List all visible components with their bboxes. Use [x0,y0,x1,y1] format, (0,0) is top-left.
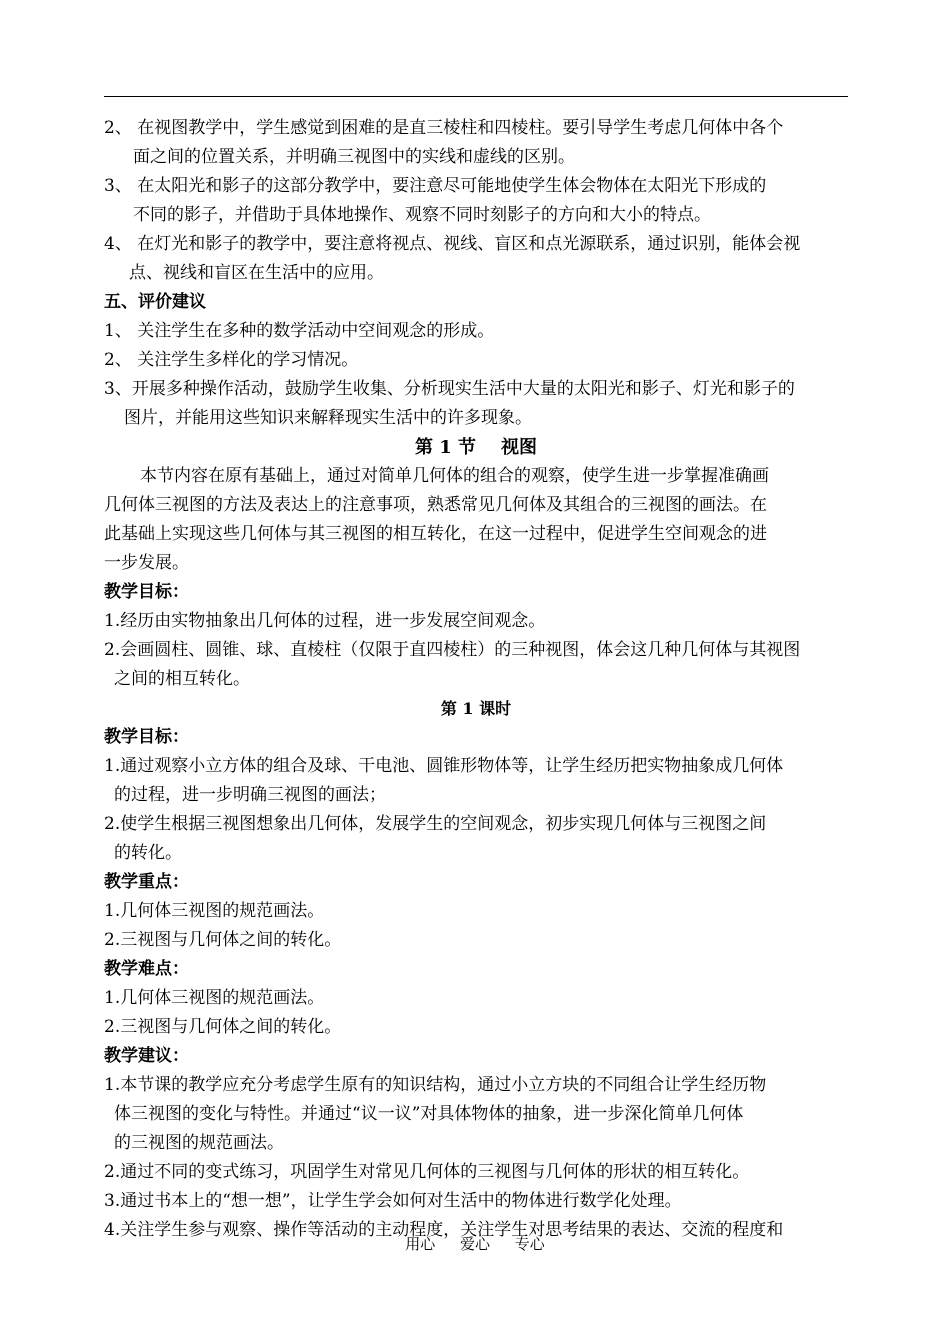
list-item-continuation: 的转化。 [114,843,182,863]
list-item: 1.通过观察小立方体的组合及球、干电池、圆锥形物体等，让学生经历把实物抽象成几何体 [104,756,784,776]
list-item: 2、 关注学生多样化的学习情况。 [104,350,359,370]
page-footer [0,1233,950,1254]
list-item-continuation: 不同的影子，并借助于具体地操作、观察不同时刻影子的方向和大小的特点。 [133,205,711,225]
list-item: 3.通过书本上的“想一想”，让学生学会如何对生活中的物体进行数学化处理。 [104,1191,682,1211]
list-item: 2、 在视图教学中，学生感觉到困难的是直三棱柱和四棱柱。要引导学生考虑几何体中各个 [104,118,784,138]
section-heading: 教学难点： [104,959,189,979]
section-heading: 教学建议： [104,1046,189,1066]
list-item-continuation: 之间的相互转化。 [114,669,250,689]
footer-text: 专心 [514,1235,545,1253]
footer-text: 爱心 [459,1235,490,1253]
list-item-continuation: 的过程，进一步明确三视图的画法； [114,785,386,805]
list-item: 1.经历由实物抽象出几何体的过程，进一步发展空间观念。 [104,611,546,631]
section-heading: 教学重点： [104,872,189,892]
section-heading: 五、评价建议 [104,292,206,312]
section-heading: 教学目标： [104,582,189,602]
list-item: 2.通过不同的变式练习，巩固学生对常见几何体的三视图与几何体的形状的相互转化。 [104,1162,750,1182]
paragraph-line: 此基础上实现这些几何体与其三视图的相互转化，在这一过程中，促进学生空间观念的进 [104,524,767,544]
list-item-continuation: 点、视线和盲区在生活中的应用。 [129,263,384,283]
list-item: 3、开展多种操作活动，鼓励学生收集、分析现实生活中大量的太阳光和影子、灯光和影子的 [104,379,795,399]
paragraph-line: 本节内容在原有基础上，通过对简单几何体的组合的观察，使学生进一步掌握准确画 [140,466,769,486]
list-item: 1.本节课的教学应充分考虑学生原有的知识结构，通过小立方块的不同组合让学生经历物 [104,1075,767,1095]
list-item-continuation: 图片，并能用这些知识来解释现实生活中的许多现象。 [124,408,532,428]
header-rule [104,96,848,97]
list-item: 3、 在太阳光和影子的这部分教学中，要注意尽可能地使学生体会物体在太阳光下形成的 [104,176,767,196]
paragraph-line: 几何体三视图的方法及表达上的注意事项，熟悉常见几何体及其组合的三视图的画法。在 [104,495,767,515]
list-item: 2.会画圆柱、圆锥、球、直棱柱（仅限于直四棱柱）的三种视图，体会这几种几何体与其视图 [104,640,801,660]
list-item: 4、 在灯光和影子的教学中，要注意将视点、视线、盲区和点光源联系，通过识别，能体会视 [104,234,801,254]
list-item: 2.三视图与几何体之间的转化。 [104,930,342,950]
list-item: 1、 关注学生在多种的数学活动中空间观念的形成。 [104,321,495,341]
list-item-continuation: 面之间的位置关系，并明确三视图中的实线和虚线的区别。 [133,147,575,167]
section-heading: 教学目标： [104,727,189,747]
footer-text: 用心 [405,1235,436,1253]
list-item: 1.几何体三视图的规范画法。 [104,988,325,1008]
list-item: 1.几何体三视图的规范画法。 [104,901,325,921]
paragraph-line: 一步发展。 [104,553,189,573]
list-item-continuation: 体三视图的变化与特性。并通过“议一议”对具体物体的抽象，进一步深化简单几何体 [114,1104,744,1124]
section-title: 第 1 节 视图 [414,437,538,458]
list-item: 4.关注学生参与观察、操作等活动的主动程度，关注学生对思考结果的表达、交流的程度和 [104,1220,784,1240]
lesson-title: 第 1 课时 [440,699,512,718]
list-item: 2.三视图与几何体之间的转化。 [104,1017,342,1037]
list-item-continuation: 的三视图的规范画法。 [114,1133,284,1153]
document-body [104,114,848,1245]
list-item: 2.使学生根据三视图想象出几何体，发展学生的空间观念，初步实现几何体与三视图之间 [104,814,767,834]
